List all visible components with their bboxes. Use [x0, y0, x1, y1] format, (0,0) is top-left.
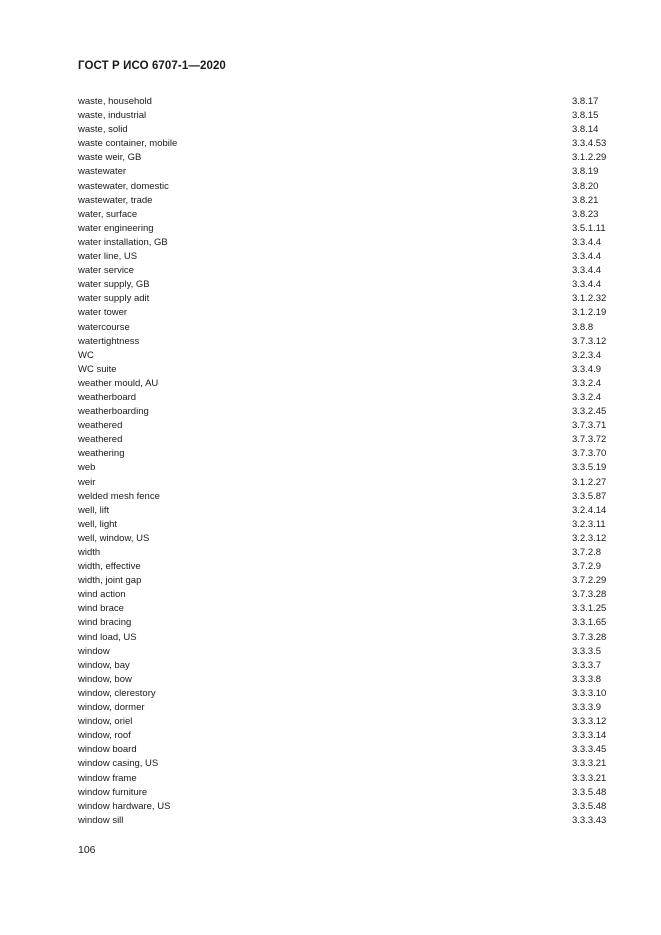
index-reference-number: 3.3.1.65: [572, 617, 607, 629]
index-entry: [78, 137, 611, 151]
index-term: water line, US: [78, 251, 138, 263]
index-entry: [78, 800, 611, 814]
index-reference-number: 3.8.15: [572, 110, 599, 122]
index-reference-number: 3.3.3.7: [572, 659, 602, 671]
index-entry: [78, 631, 611, 645]
index-reference-number: 3.3.3.5: [572, 645, 602, 657]
index-reference-number: 3.3.3.21: [572, 758, 607, 770]
index-entry: [78, 814, 611, 828]
index-term: wind action: [78, 589, 126, 601]
index-entry: [78, 743, 611, 757]
index-term: weatherboarding: [78, 406, 149, 418]
index-entry: [78, 165, 611, 179]
index-term: width: [78, 547, 101, 558]
index-entry: [78, 264, 611, 278]
index-term: width, joint gap: [78, 575, 142, 587]
index-reference-number: 3.1.2.29: [572, 152, 607, 164]
index-reference-number: 3.8.19: [572, 166, 599, 178]
index-term: wastewater, trade: [78, 194, 153, 206]
index-entry: [78, 109, 611, 123]
index-entry: [78, 701, 611, 715]
index-term: weathered: [78, 420, 123, 432]
index-term: weathering: [78, 448, 125, 460]
index-entry: [78, 673, 611, 687]
index-entry: [78, 222, 611, 236]
index-reference-number: 3.3.4.4: [572, 236, 602, 248]
index-entry: [78, 447, 611, 461]
index-entry: [78, 208, 611, 222]
index-term: water engineering: [78, 222, 154, 234]
index-term: wind brace: [78, 603, 124, 615]
index-term: window, roof: [78, 730, 131, 742]
index-reference-number: 3.3.3.8: [572, 673, 602, 685]
index-term: window, dormer: [78, 702, 145, 714]
index-term: water, surface: [78, 208, 138, 220]
index-entry: [78, 236, 611, 250]
index-term: waste, solid: [78, 124, 128, 136]
index-reference-number: 3.7.3.28: [572, 631, 607, 643]
index-entry: [78, 363, 611, 377]
index-reference-number: 3.3.3.9: [572, 702, 602, 714]
page-number: 106: [78, 844, 96, 856]
index-entry: [78, 772, 611, 786]
index-entry: [78, 180, 611, 194]
index-entry: [78, 616, 611, 630]
index-term: window, bow: [78, 673, 132, 685]
index-reference-number: 3.2.3.12: [572, 532, 607, 544]
index-entry: [78, 715, 611, 729]
index-term: web: [78, 462, 96, 474]
index-term: window casing, US: [78, 758, 159, 770]
index-reference-number: 3.8.14: [572, 124, 599, 136]
index-entry: [78, 405, 611, 419]
index-reference-number: 3.3.4.4: [572, 279, 602, 291]
index-entry: [78, 546, 611, 560]
index-reference-number: 3.7.2.29: [572, 575, 607, 587]
index-term: water tower: [78, 307, 128, 319]
index-reference-number: 3.3.5.48: [572, 800, 607, 812]
index-reference-number: 3.3.4.9: [572, 363, 602, 375]
index-reference-number: 3.3.4.4: [572, 265, 602, 277]
index-term: well, light: [78, 518, 118, 530]
index-entry: [78, 194, 611, 208]
index-term: watercourse: [78, 321, 130, 333]
index-entry: [78, 349, 611, 363]
index-reference-number: 3.3.4.4: [572, 251, 602, 263]
index-reference-number: 3.7.2.9: [572, 561, 602, 573]
index-reference-number: 3.2.3.11: [572, 518, 606, 530]
index-reference-number: 3.3.3.14: [572, 730, 607, 742]
index-entry: [78, 306, 611, 320]
index-entry: [78, 292, 611, 306]
index-reference-number: 3.7.3.70: [572, 448, 607, 460]
index-term: window frame: [78, 772, 137, 784]
index-term: waste, household: [78, 96, 152, 107]
index-entry: [78, 250, 611, 264]
index-reference-number: 3.5.1.11: [572, 222, 606, 234]
index-term: weir: [78, 476, 96, 488]
index-reference-number: 3.3.3.10: [572, 687, 607, 699]
index-entry: [78, 321, 611, 335]
index-term: waste container, mobile: [78, 138, 178, 150]
index-reference-number: 3.3.3.43: [572, 814, 607, 826]
index-term: window hardware, US: [78, 800, 171, 812]
index-reference-number: 3.7.3.72: [572, 434, 607, 446]
index-term: window sill: [78, 814, 124, 826]
index-reference-number: 3.3.3.45: [572, 744, 607, 756]
index-reference-number: 3.8.23: [572, 208, 599, 220]
index-entry: [78, 123, 611, 137]
index-entry: [78, 504, 611, 518]
index-term: window, clerestory: [78, 687, 156, 699]
index-reference-number: 3.7.2.8: [572, 547, 602, 558]
index-term: wind load, US: [78, 631, 137, 643]
index-entry: [78, 645, 611, 659]
index-reference-number: 3.3.5.48: [572, 786, 607, 798]
index-reference-number: 3.2.4.14: [572, 504, 607, 516]
index-entry: [78, 95, 611, 109]
index-term: window board: [78, 744, 137, 756]
index-reference-number: 3.3.1.25: [572, 603, 607, 615]
index-reference-number: 3.1.2.32: [572, 293, 607, 305]
index-entry: [78, 476, 611, 490]
index-entry: [78, 560, 611, 574]
index-reference-number: 3.3.2.4: [572, 391, 602, 403]
index-entry: [78, 729, 611, 743]
index-entry: [78, 532, 611, 546]
index-term: well, window, US: [78, 532, 150, 544]
index-entry: [78, 461, 611, 475]
index-entry: [78, 433, 611, 447]
index-entry: [78, 151, 611, 165]
index-term: width, effective: [78, 561, 141, 573]
index-reference-number: 3.7.3.71: [572, 420, 607, 432]
index-term: well, lift: [78, 504, 110, 516]
index-entry: [78, 602, 611, 616]
index-reference-number: 3.3.2.4: [572, 377, 602, 389]
index-reference-number: 3.2.3.4: [572, 349, 602, 361]
index-entry: [78, 419, 611, 433]
index-term: weatherboard: [78, 391, 137, 403]
index-entry: [78, 518, 611, 532]
document-header: ГОСТ Р ИСО 6707-1—2020: [78, 60, 226, 72]
index-term: water service: [78, 265, 134, 277]
index-reference-number: 3.3.2.45: [572, 406, 607, 418]
index-term: WC suite: [78, 363, 117, 375]
index-term: wastewater: [78, 166, 127, 178]
index-term: window, oriel: [78, 716, 133, 728]
index-reference-number: 3.8.20: [572, 180, 599, 192]
index-term: weather mould, AU: [78, 377, 159, 389]
index-term: weathered: [78, 434, 123, 446]
alphabetical-index-list: [78, 95, 611, 828]
index-term: welded mesh fence: [78, 490, 160, 502]
index-entry: [78, 687, 611, 701]
index-reference-number: 3.3.5.19: [572, 462, 607, 474]
index-term: water installation, GB: [78, 236, 168, 248]
index-term: wind bracing: [78, 617, 132, 629]
index-term: watertightness: [78, 335, 140, 347]
index-term: window: [78, 645, 110, 657]
index-entry: [78, 757, 611, 771]
index-reference-number: 3.7.3.28: [572, 589, 607, 601]
index-reference-number: 3.3.3.12: [572, 716, 607, 728]
index-entry: [78, 391, 611, 405]
index-entry: [78, 490, 611, 504]
index-term: waste weir, GB: [78, 152, 142, 164]
index-reference-number: 3.3.5.87: [572, 490, 607, 502]
index-term: water supply, GB: [78, 279, 150, 291]
index-entry: [78, 278, 611, 292]
index-term: wastewater, domestic: [78, 180, 169, 192]
index-entry: [78, 574, 611, 588]
index-reference-number: 3.1.2.19: [572, 307, 607, 319]
index-term: window, bay: [78, 659, 130, 671]
index-term: WC: [78, 349, 94, 361]
index-entry: [78, 377, 611, 391]
index-reference-number: 3.8.8: [572, 321, 594, 333]
index-term: water supply adit: [78, 293, 150, 305]
index-reference-number: 3.3.3.21: [572, 772, 607, 784]
index-term: waste, industrial: [78, 110, 147, 122]
index-reference-number: 3.3.4.53: [572, 138, 607, 150]
index-reference-number: 3.1.2.27: [572, 476, 607, 488]
index-reference-number: 3.8.21: [572, 194, 599, 206]
index-reference-number: 3.8.17: [572, 96, 599, 107]
index-entry: [78, 786, 611, 800]
index-entry: [78, 335, 611, 349]
index-entry: [78, 588, 611, 602]
index-reference-number: 3.7.3.12: [572, 335, 607, 347]
index-entry: [78, 659, 611, 673]
index-term: window furniture: [78, 786, 148, 798]
